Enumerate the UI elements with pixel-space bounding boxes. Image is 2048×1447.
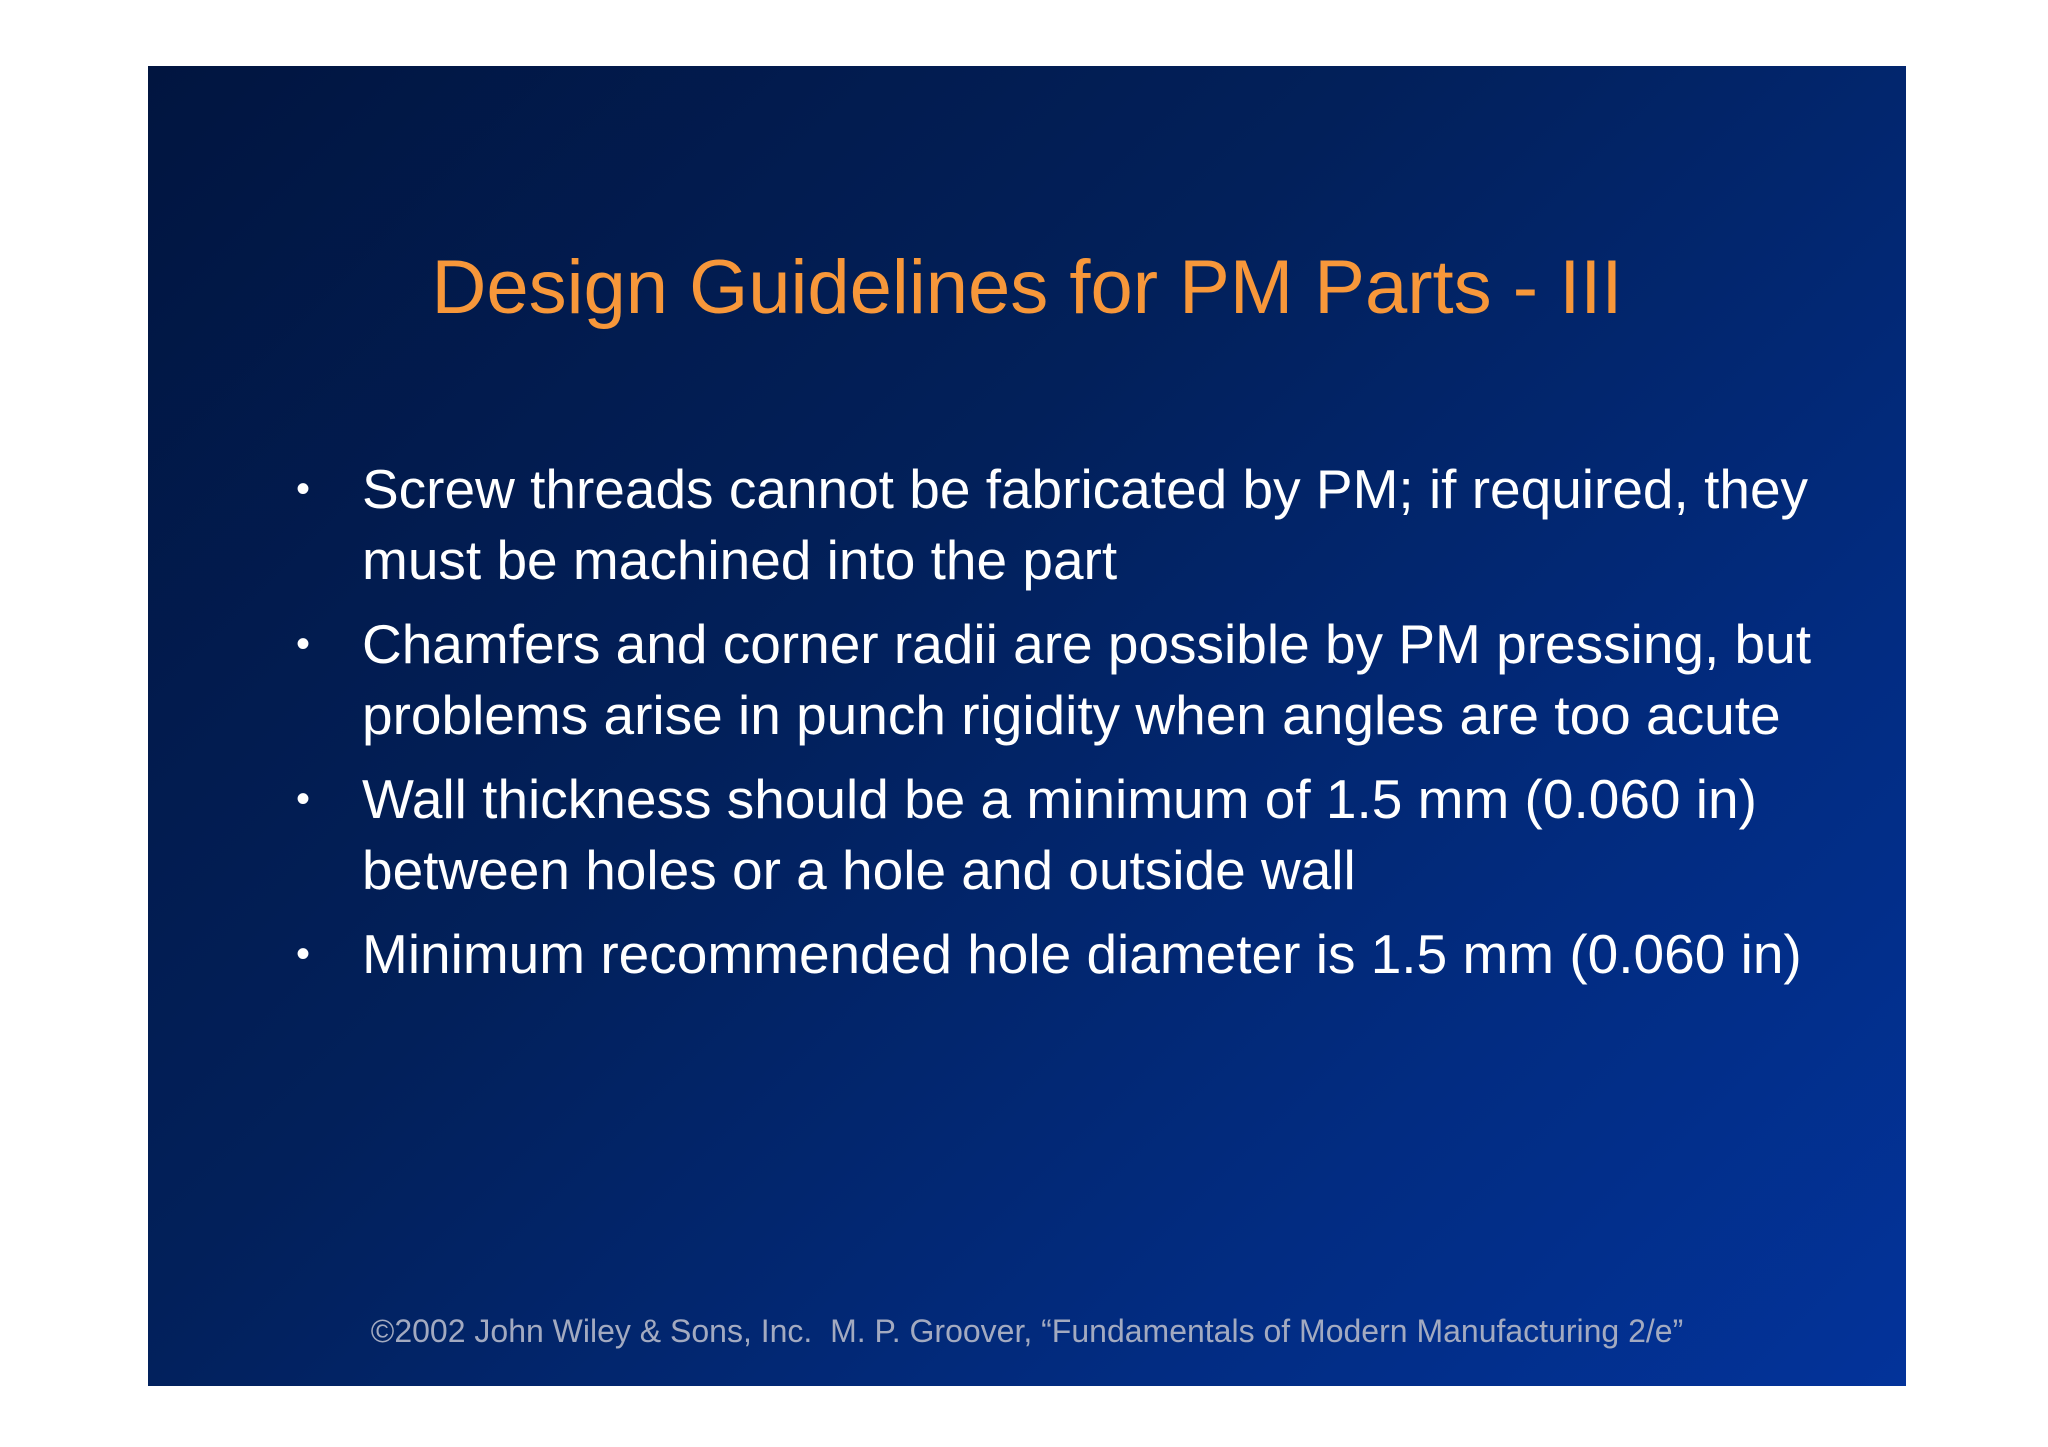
bullet-icon: • xyxy=(296,932,311,976)
bullet-text: Minimum recommended hole diameter is 1.5 mm (0.060 in) xyxy=(362,923,1802,985)
bullet-icon: • xyxy=(296,777,311,821)
bullet-item xyxy=(296,919,1856,990)
bullet-item xyxy=(296,454,1856,596)
bullet-icon: • xyxy=(296,467,311,511)
bullet-text: Wall thickness should be a minimum of 1.5 mm (0.060 in) between holes or a hole and outside wall xyxy=(362,768,1757,901)
bullet-list xyxy=(296,454,1856,1003)
bullet-icon: • xyxy=(296,622,311,666)
slide xyxy=(148,66,1906,1386)
slide-title: Design Guidelines for PM Parts - III xyxy=(431,245,1623,330)
bullet-text: Screw threads cannot be fabricated by PM; if required, they must be machined into the part xyxy=(362,458,1809,591)
bullet-item xyxy=(296,764,1856,906)
bullet-item xyxy=(296,609,1856,751)
copyright-footer: ©2002 John Wiley & Sons, Inc. M. P. Groover, “Fundamentals of Modern Manufacturing 2/e” xyxy=(370,1313,1684,1349)
bullet-text: Chamfers and corner radii are possible by PM pressing, but problems arise in punch rigidity when angles are too acute xyxy=(362,613,1812,746)
